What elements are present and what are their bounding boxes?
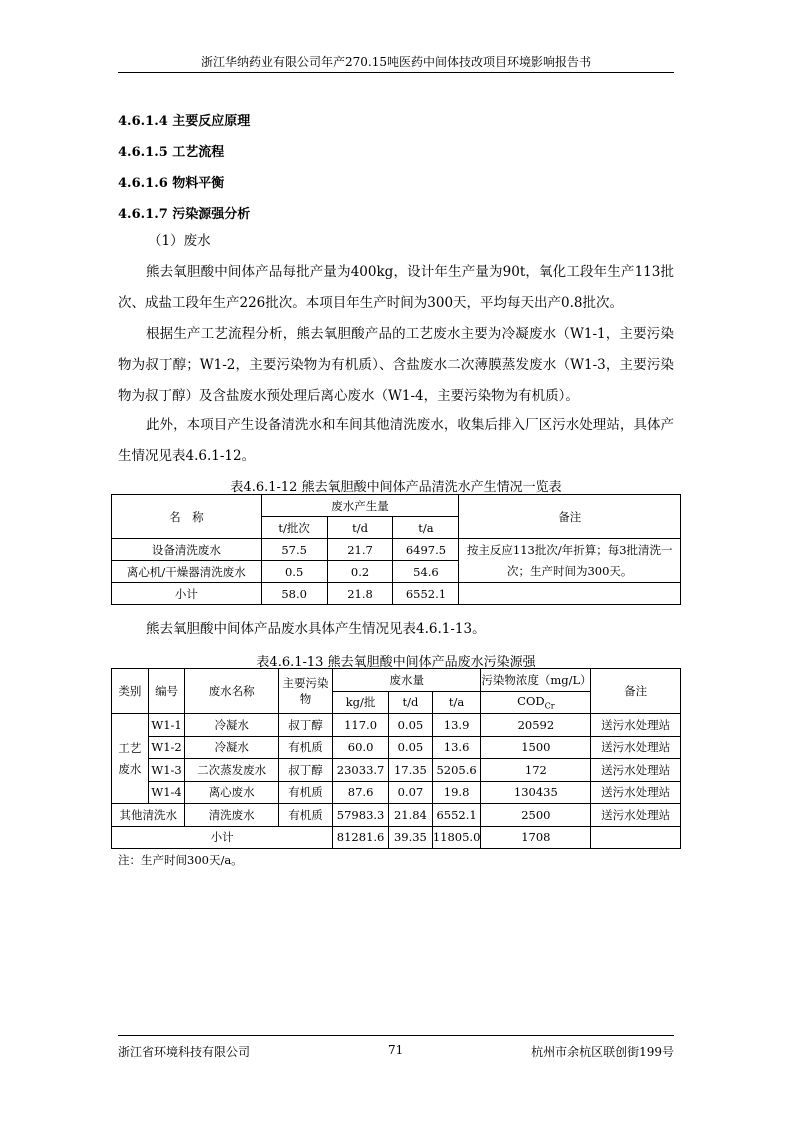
- table-row: 工艺废水 W1-1 冷凝水 叔丁醇 117.0 0.05 13.9 20592 送污水处理站: [112, 714, 681, 737]
- header-unit-per-day: t/d: [389, 691, 433, 714]
- footer-address: 杭州市余杭区联创街199号: [531, 1045, 674, 1059]
- header-name: 名 称: [112, 495, 262, 539]
- header-amount: 废水产生量: [261, 495, 459, 517]
- header-cod: $COD_{Cr}$: [481, 691, 591, 714]
- footer-rule: [118, 1035, 674, 1036]
- table-row: W1-4 离心废水 有机质 87.6 0.07 19.8 130435 送污水处理站: [112, 781, 681, 804]
- paragraph-table13-ref: 熊去氧胆酸中间体产品废水具体产生情况见表4.6.1-13。: [146, 621, 486, 637]
- subsection-wastewater: （1）废水: [148, 233, 211, 249]
- header-amount: 废水量: [333, 669, 481, 692]
- footer-company: 浙江省环境科技有限公司: [118, 1045, 251, 1059]
- table-13-caption: 表4.6.1-13 熊去氧胆酸中间体产品废水污染源强: [256, 655, 536, 670]
- header-concentration: 污染物浓度（mg/L）: [481, 669, 591, 692]
- wastewater-source-table: [111, 668, 681, 849]
- table-row-other: 其他清洗水 清洗废水 有机质 57983.3 21.84 6552.1 2500 送污水处理站: [112, 804, 681, 827]
- header-unit-per-day: t/d: [327, 517, 393, 539]
- table-row: W1-2 冷凝水 有机质 60.0 0.05 13.6 1500 送污水处理站: [112, 736, 681, 759]
- page-header: 浙江华纳药业有限公司年产270.15吨医药中间体技改项目环境影响报告书: [201, 55, 591, 69]
- header-wastewater-name: 废水名称: [185, 669, 279, 714]
- heading-4-6-1-5: 4.6.1.5 工艺流程: [118, 145, 225, 160]
- header-pollutant: 主要污染物: [278, 669, 332, 714]
- header-category: 类别: [112, 669, 149, 714]
- table-note: 注：生产时间300天/a。: [118, 853, 243, 867]
- page-number: 71: [388, 1043, 404, 1057]
- table-row-subtotal: 小计 58.0 21.8 6552.1: [112, 583, 681, 605]
- header-rule: [118, 72, 674, 73]
- header-unit-per-batch: t/批次: [261, 517, 327, 539]
- remark-cell: 按主反应113批次/年折算；每3批清洗一次；生产时间为300天。: [459, 539, 681, 583]
- paragraph-cleaning-water: 此外，本项目产生设备清洗水和车间其他清洗废水，收集后排入厂区污水处理站，具体产生情况见表4.6.1-12。: [118, 417, 674, 464]
- header-unit-per-batch: kg/批: [333, 691, 389, 714]
- header-unit-per-year: t/a: [393, 517, 459, 539]
- group-label: 工艺废水: [112, 714, 149, 804]
- table-row: 离心机/干燥器清洗废水 0.5 0.2 54.6: [112, 561, 681, 583]
- paragraph-process-wastewater: 根据生产工艺流程分析，熊去氧胆酸产品的工艺废水主要为冷凝废水（W1-1，主要污染物为叔丁醇；W1-2，主要污染物为有机质）、含盐废水二次薄膜蒸发废水（W1-3，主要污染物为叔丁醇）及含盐废水预处理后离心废水（W1-4，主要污染物为有机质）。: [118, 326, 674, 404]
- header-remark: 备注: [459, 495, 681, 539]
- heading-4-6-1-6: 4.6.1.6 物料平衡: [118, 176, 225, 191]
- paragraph-production: 熊去氧胆酸中间体产品每批产量为400kg，设计年生产量为90t，氧化工段年生产113批次、成盐工段年生产226批次。本项目年生产时间为300天，平均每天出产0.8批次。: [118, 264, 674, 311]
- heading-4-6-1-7: 4.6.1.7 污染源强分析: [118, 207, 251, 222]
- table-row: 设备清洗废水 57.5 21.7 6497.5 按主反应113批次/年折算；每3批清洗一次；生产时间为300天。: [112, 539, 681, 561]
- table-row: W1-3 二次蒸发废水 叔丁醇 23033.7 17.35 5205.6 172 送污水处理站: [112, 759, 681, 782]
- header-code: 编号: [148, 669, 185, 714]
- table-row-subtotal: 小计 81281.6 39.35 11805.0 1708: [112, 826, 681, 849]
- table-12-caption: 表4.6.1-12 熊去氧胆酸中间体产品清洗水产生情况一览表: [230, 480, 562, 495]
- heading-4-6-1-4: 4.6.1.4 主要反应原理: [118, 114, 251, 129]
- header-remark: 备注: [591, 669, 681, 714]
- header-unit-per-year: t/a: [432, 691, 481, 714]
- cleaning-water-table: [111, 494, 681, 605]
